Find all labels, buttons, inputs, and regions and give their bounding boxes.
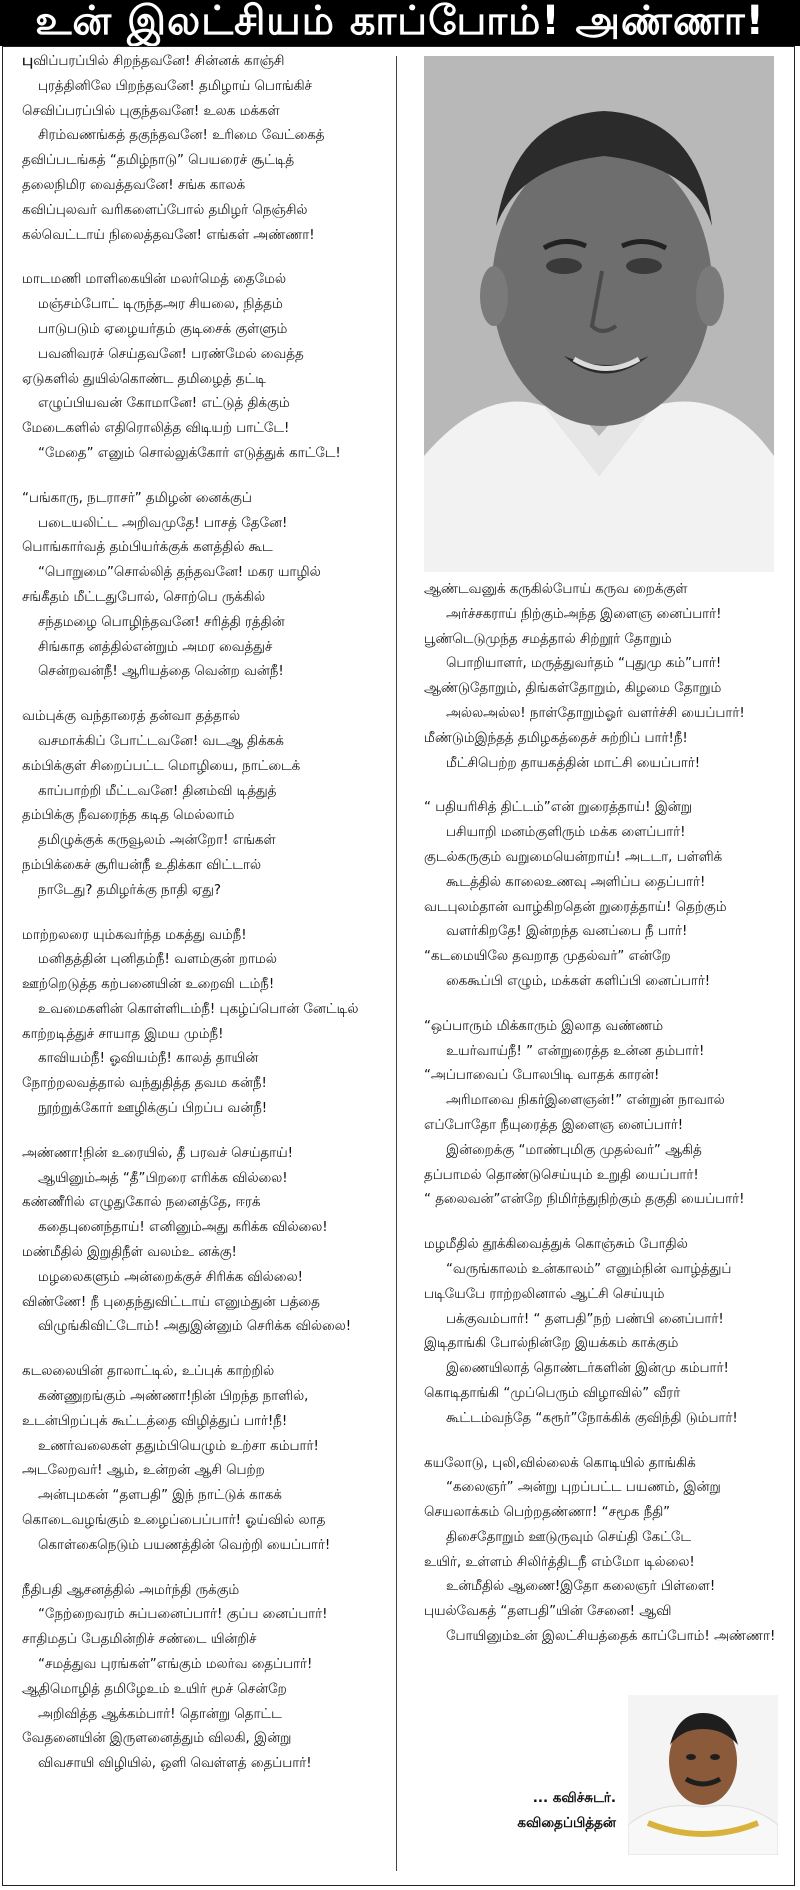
poem-line: கல்வெட்டாய் நிலைத்தவனே! எங்கள் அண்ணா! [22, 227, 315, 243]
poet-photo [628, 1695, 778, 1855]
poem-line: “பங்காரு, நடராசர்” தமிழன் னைக்குப் [22, 490, 252, 506]
stanza-3 [8, 487, 392, 685]
poem-line: காற்றடித்துச் சாயாத இமய மும்நீ! [22, 1026, 224, 1042]
poem-line: உடன்பிறப்புக் கூட்டத்தை விழித்துப் பார்!நீ! [22, 1413, 288, 1429]
poem-line: மனிதத்தின் புனிதம்நீ! வளம்குன் றாமல் [38, 952, 277, 968]
drop-cap: பு [22, 51, 34, 69]
poem-line: காப்பாற்றி மீட்டவனே! தினம்வி டித்துத் [38, 783, 277, 799]
poem-line: கொள்கைநெடும் பயணத்தின் வெற்றி யைப்பார்! [38, 1537, 331, 1553]
poem-line: விழுங்கிவிட்டோம்! அதுஇன்னும் செரிக்க வில்லை! [38, 1319, 352, 1335]
stanza-9 [406, 578, 794, 776]
poem-line: “ தலைவன்”என்றே நிமிர்ந்துநிற்கும் தகுதி யைப்பார்! [424, 1192, 745, 1208]
poem-line: செவிப்பரப்பில் புகுந்தவனே! உலக மக்கள் [22, 103, 280, 119]
poem-line: ஆதிமொழித் தமிழேஉம் உயிர் மூச் சென்றே [22, 1681, 287, 1697]
poem-line: நோற்றலவத்தால் வந்துதித்த தவம கன்நீ! [22, 1076, 267, 1092]
poem-line: கயலோடு, புலி,வில்லைக் கொடியில் தாங்கிக் [424, 1455, 696, 1471]
poem-line: “சமத்துவ புரங்கள்”எங்கும் மலர்வ தைப்பார்! [38, 1657, 313, 1673]
poem-line: மஞ்சம்போட் டிருந்தஅர சியலை, நித்தம் [38, 297, 283, 313]
poem-line: ஆண்டுதோறும், திங்கள்தோறும், கிழமை தோறும் [424, 681, 722, 697]
poem-line: இடிதாங்கி போல்நின்றே இயக்கம் காக்கும் [424, 1336, 679, 1352]
poem-line: விண்ணே! நீ புதைந்துவிட்டாய் எனும்துன் பத்தை [22, 1294, 320, 1310]
poem-line: “பொறுமை”சொல்லித் தந்தவனே! மகர யாழில் [38, 565, 321, 581]
poem-line: கண்ணுறங்கும் அண்ணா!நின் பிறந்த நாளில், [38, 1389, 309, 1405]
poet-signature [484, 1786, 616, 1836]
poem-line: “ஒப்பாரும் மிக்காரும் இலாத வண்ணம் [424, 1018, 664, 1034]
poem-line: தப்பாமல் தொண்டுசெய்யும் உறுதி யைப்பார்! [424, 1167, 699, 1183]
poem-line: பொங்கார்வத் தம்பியர்க்குக் களத்தில் கூட [22, 540, 273, 556]
poem-line: வம்புக்கு வந்தாரைத் தன்வா தத்தால் [22, 709, 240, 725]
portrait-illustration [424, 56, 774, 572]
poem-line: “அப்பாவைப் போலபிடி வாதக் காரன்! [424, 1068, 660, 1084]
poem-line: ஊற்றெடுத்த கற்பனையின் உறைவி டம்நீ! [22, 977, 275, 993]
poem-left-column [8, 48, 392, 1797]
poem-line: அல்லஅல்ல! நாள்தோறும்ஓர் வளர்ச்சி யைப்பார்! [446, 705, 745, 721]
stanza-4 [8, 705, 392, 903]
poem-line: விவசாயி விழியில், ஒளி வெள்ளத் தைப்பார்! [38, 1756, 312, 1772]
stanza-7 [8, 1360, 392, 1558]
poem-line: வேதனையின் இருளனைத்தும் விலகி, இன்று [22, 1731, 292, 1747]
poem-line: “வருங்காலம் உன்காலம்” எனும்நின் வாழ்த்துப் [446, 1261, 732, 1277]
poem-line: சிரம்வணங்கத் தகுந்தவனே! உரிமை வேட்கைத் [38, 128, 325, 144]
poem-line: பூண்டெடுமுந்த சமத்தால் சிற்றூர் தோறும் [424, 631, 672, 647]
poem-line: கவிப்புலவர் வரிகளைப்போல் தமிழர் நெஞ்சில் [22, 202, 308, 218]
stanza-10 [406, 796, 794, 994]
poem-line: குடல்கருகும் வறுமையென்றாய்! அடடா, பள்ளிக் [424, 849, 723, 865]
poem-line: மீண்டும்இந்தத் தமிழகத்தைச் சுற்றிப் பார்!நீ! [424, 730, 688, 746]
poem-line: மழமீதில் தூக்கிவைத்துக் கொஞ்சும் போதில் [424, 1237, 688, 1253]
poem-line: அடலேறவர்! ஆம், உன்றன் ஆசி பெற்ற [22, 1463, 265, 1479]
poem-line: அன்புமகன் “தளபதி” இந் நாட்டுக் காகக் [38, 1488, 282, 1504]
poem-line: தமிழுக்குக் கருவூலம் அன்றோ! எங்கள் [38, 833, 276, 849]
poem-line: நம்பிக்கைச் சூரியன்நீ உதிக்கா விட்டால் [22, 857, 261, 873]
poem-line: மீட்சிபெற்ற தாயகத்தின் மாட்சி யைப்பார்! [446, 755, 701, 771]
poem-line: போயினும்உன் இலட்சியத்தைக் காப்போம்! அண்ணா! [446, 1629, 776, 1645]
poem-line: கம்பிக்குள் சிறைப்பட்ட மொழியை, நாட்டைக் [22, 758, 301, 774]
poem-line: தலைநிமிர வைத்தவனே! சங்க காலக் [22, 177, 246, 193]
poem-line: பசியாறி மனம்குளிரும் மக்க ளைப்பார்! [446, 825, 686, 841]
poem-line: பொறியாளர், மருத்துவர்தம் “புதுமு கம்”பார்! [446, 656, 722, 672]
poem-line: புரத்தினிலே பிறந்தவனே! தமிழாய் பொங்கிச் [38, 78, 312, 94]
poem-line: உயிர், உள்ளம் சிலிர்த்திடநீ எம்மோ டில்லை! [424, 1554, 695, 1570]
poem-line: திசைதோறும் ஊடுருவும் செய்தி கேட்டே [446, 1529, 692, 1545]
poem-line: காவியம்நீ! ஓவியம்நீ! காலத் தாயின் [38, 1051, 259, 1067]
poem-line: கூடத்தில் காலைஉணவு அளிப்ப தைப்பார்! [446, 874, 706, 890]
poem-line: “கலைஞர்” அன்று புறப்பட்ட பயணம், இன்று [446, 1480, 721, 1496]
poem-line: மாடமணி மாளிகையின் மலர்மெத் தைமேல் [22, 272, 287, 288]
poem-line: மண்மீதில் இறுதிநீள் வலம்உ னக்கு! [22, 1245, 237, 1261]
stanza-11 [406, 1015, 794, 1213]
stanza-1 [8, 48, 392, 248]
column-divider [396, 56, 397, 1871]
poem-line: சாதிமதப் பேதமின்றிச் சண்டை யின்றிச் [22, 1632, 257, 1648]
stanza-8 [8, 1579, 392, 1777]
poem-line: உணர்வலைகள் ததும்பியெழும் உற்சா கம்பார்! [38, 1438, 319, 1454]
poem-line: “கடமையிலே தவறாத முதல்வர்” என்றே [424, 949, 671, 965]
poem-line: அர்ச்சகராய் நிற்கும்அந்த இளைஞ னைப்பார்! [446, 606, 722, 622]
poem-line: நூற்றுக்கோர் ஊழிக்குப் பிறப்ப வன்நீ! [38, 1101, 268, 1117]
poem-line: “நேற்றைவரம் சுப்பனைப்பார்! குப்ப னைப்பார்! [38, 1607, 328, 1623]
poem-line: கூட்டம்வந்தே “கரூர்”நோக்கிக் குவிந்தி டும்பார்! [446, 1410, 738, 1426]
signature-byline: ... கவிச்சுடர். [532, 1790, 616, 1806]
stanza-5 [8, 924, 392, 1122]
poem-line: பாடுபடும் ஏழையர்தம் குடிசைக் குள்ளும் [38, 321, 288, 337]
poem-line: உன்மீதில் ஆணை!இதோ கலைஞர் பிள்ளை! [446, 1579, 716, 1595]
poem-line: தம்பிக்கு நீவரைந்த கடித மெல்லாம் [22, 808, 235, 824]
poem-line: புயல்வேகத் “தளபதி”யின் சேனை! ஆவி [424, 1604, 672, 1620]
poet-illustration [628, 1695, 778, 1855]
poem-line: “மேதை” எனும் சொல்லுக்கோர் எடுத்துக் காட்டே! [38, 445, 341, 461]
poem-line: உவமைகளின் கொள்ளிடம்நீ! புகழ்ப்பொன் னேட்டில் [38, 1001, 359, 1017]
stanza-6 [8, 1142, 392, 1340]
page-title: உன் இலட்சியம் காப்போம்! அண்ணா! [0, 0, 800, 46]
poem-line: மேடைகளில் எதிரொலித்த விடியற் பாட்டே! [22, 421, 290, 437]
stanza-2 [8, 268, 392, 466]
poem-line-text: விப்பரப்பில் சிறந்தவனே! சின்னக் காஞ்சி [33, 54, 285, 69]
poem-line: படையலிட்ட அறிவமுதே! பாசத் தேனே! [38, 515, 288, 531]
poem-line: ஆயினும்அத் “தீ”பிறரை எரிக்க வில்லை! [38, 1170, 288, 1186]
poem-line: செயலாக்கம் பெற்றதண்ணா! “சமூக நீதி” [424, 1505, 671, 1521]
poem-line: வடபுலம்தான் வாழ்கிறதென் றுரைத்தாய்! தெற்கும் [424, 899, 727, 915]
anna-portrait-photo [424, 56, 774, 572]
poem-line: உயர்வாய்நீ! ” என்றுரைத்த உன்ன தம்பார்! [446, 1043, 705, 1059]
poem-line: கொடிதாங்கி “முப்பெரும் விழாவில்” வீரர் [424, 1385, 681, 1401]
poem-line: வளர்கிறதே! இன்றந்த வனப்பை நீ பார்! [446, 924, 688, 940]
poem-line: ஆண்டவனுக் கருகில்போய் கருவ றைக்குள் [424, 582, 688, 597]
poem-line: பக்குவம்பார்! “ தளபதி”நற் பண்பி னைப்பார்! [446, 1311, 724, 1327]
poem-line: அரிமாவை நிகர்இளைஞன்!” என்றுன் நாவால் [446, 1093, 725, 1109]
poem-line: கைகூப்பி எழும், மக்கள் களிப்பி னைப்பார்! [446, 973, 711, 989]
poem-line: வசமாக்கிப் போட்டவனே! வடஆ திக்கக் [38, 733, 284, 749]
poem-line: கண்ணீரில் எழுதுகோல் நனைத்தே, ஈரக் [22, 1195, 261, 1211]
stanza-13 [406, 1452, 794, 1650]
poem-line: இணையிலாத் தொண்டர்களின் இன்மு கம்பார்! [446, 1361, 729, 1377]
poem-line [8, 48, 392, 75]
poem-line: இன்றைக்கு “மாண்புமிகு முதல்வர்” ஆகித் [446, 1142, 702, 1158]
poem-line: படியேபே ராற்றலினால் ஆட்சி செய்யும் [424, 1286, 665, 1302]
signature-name: கவிதைப்பித்தன் [517, 1815, 616, 1831]
poem-line: “ பதியரிசித் திட்டம்”என் றுரைத்தாய்! இன்று [424, 800, 692, 816]
poem-line: மாற்றலரை யும்கவர்ந்த மகத்து வம்நீ! [22, 927, 247, 943]
poem-line: தவிப்படங்கத் “தமிழ்நாடு” பெயரைச் சூட்டித் [22, 153, 295, 169]
stanza-12 [406, 1233, 794, 1431]
poem-line: கதைபுனைந்தாய்! எனினும்அது கரிக்க வில்லை! [38, 1220, 328, 1236]
poem-line: நீதிபதி ஆசனத்தில் அமர்ந்தி ருக்கும் [22, 1582, 240, 1598]
poem-line: சந்தமழை பொழிந்தவனே! சரித்தி ரத்தின் [38, 614, 285, 630]
poem-line: ஏடுகளில் துயில்கொண்ட தமிழைத் தட்டி [22, 371, 266, 387]
poem-line: நாடேது? தமிழர்க்கு நாதி ஏது? [38, 882, 222, 898]
poem-line: அண்ணா!நின் உரையில், தீ பரவச் செய்தாய்! [22, 1145, 293, 1161]
poem-line: சங்கீதம் மீட்டதுபோல், சொற்பெ ருக்கில் [22, 589, 265, 605]
poem-right-column [406, 578, 794, 1670]
poem-line: கொடைவழங்கும் உழைப்பைப்பார்! ஓய்வில் லாத [22, 1513, 326, 1529]
poem-line: அறிவித்த ஆக்கம்பார்! தொன்று தொட்ட [38, 1706, 282, 1722]
poem-line: சென்றவன்நீ! ஆரியத்தை வென்ற வன்நீ! [38, 664, 284, 680]
poem-line: எழுப்பியவன் கோமானே! எட்டுத் திக்கும் [38, 396, 290, 412]
poem-line: பவனிவரச் செய்தவனே! பரண்மேல் வைத்த [38, 346, 304, 362]
poem-line: கடலலையின் தாலாட்டில், உப்புக் காற்றில் [22, 1364, 275, 1380]
poem-line: எப்போதோ நீயுரைத்த இளைஞ னைப்பார்! [424, 1117, 684, 1133]
poem-line: சிங்காத னத்தில்என்றும் அமர வைத்துச் [38, 639, 273, 655]
poem-line: மழலைகளும் அன்றைக்குச் சிரிக்க வில்லை! [38, 1269, 303, 1285]
